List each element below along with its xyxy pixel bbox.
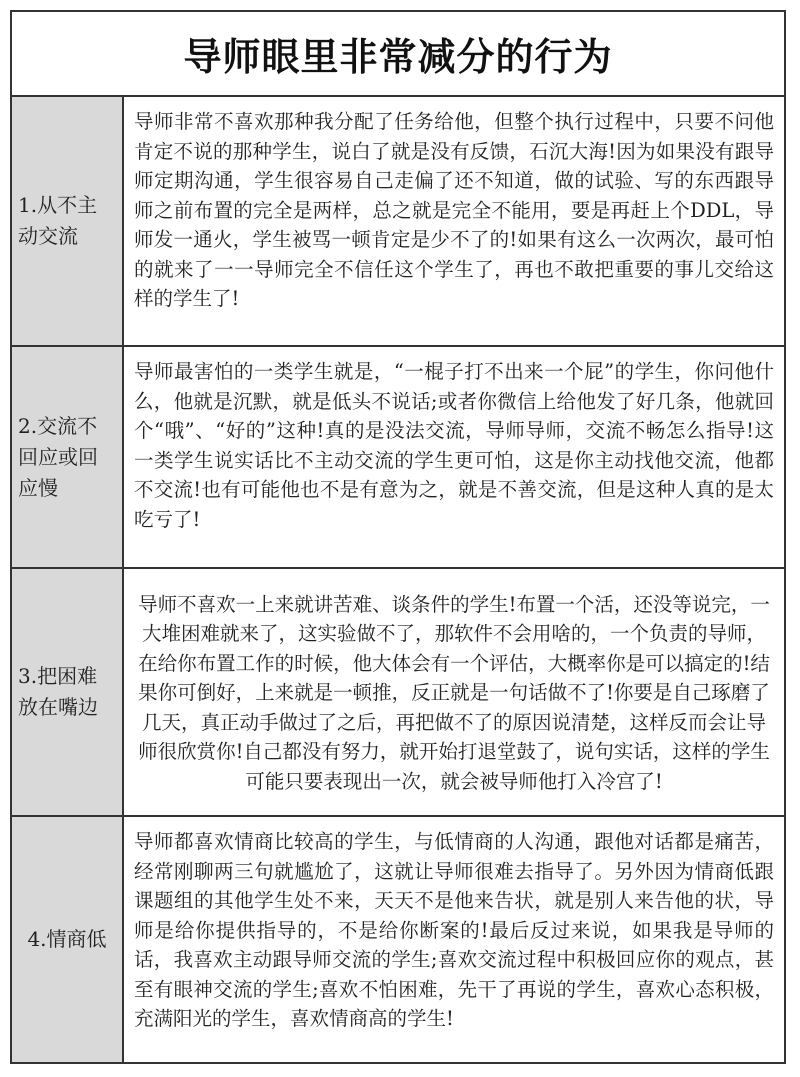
page-title: 导师眼里非常减分的行为 [12,12,784,97]
row-label: 1.从不主动交流 [12,97,124,345]
table-row [12,817,784,1062]
row-description: 导师都喜欢情商比较高的学生，与低情商的人沟通，跟他对话都是痛苦，经常刚聊两三句就尴尬了，这就让导师很难去指导了。另外因为情商低跟课题组的其他学生处不来，天天不是他来告状，就是别人来告他的状，导师是给你提供指导的，不是给你断案的!最后反过来说，如果我是导师的话，我喜欢主动跟导师交流的学生;喜欢交流过程中积极回应你的观点，甚至有眼神交流的学生;喜欢不怕困难，先干了再说的学生，喜欢心态积极，充满阳光的学生，喜欢情商高的学生! [134,830,774,1030]
row-description: 导师最害怕的一类学生就是，“一棍子打不出来一个屁”的学生，你问他什么，他就是沉默，就是低头不说话;或者你微信上给他发了好几条，他就回个“哦”、“好的”这种!真的是没法交流，导师导师，交流不畅怎么指导!这一类学生说实话比不主动交流的学生更可怕，这是你主动找他交流，他都不交流!也有可能他也不是有意为之，就是不善交流，但是这种人真的是太吃亏了! [134,360,774,531]
row-description: 导师非常不喜欢那种我分配了任务给他，但整个执行过程中，只要不问他肯定不说的那种学生，说白了就是没有反馈，石沉大海!因为如果没有跟导师定期沟通，学生很容易自己走偏了还不知道，做的试验、写的东西跟导师之前布置的完全是两样，总之就是完全不能用，要是再赶上个DDL，导师发一通火，学生被骂一顿肯定是少不了的!如果有这么一次两次，最可怕的就来了一一导师完全不信任这个学生了，再也不敢把重要的事儿交给这样的学生了! [134,110,774,310]
table-row [12,97,784,347]
row-label: 3.把困难放在嘴边 [12,569,124,815]
row-label: 4.情商低 [12,817,124,1062]
row-description-cell [124,569,784,815]
table-row [12,347,784,569]
behavior-table [10,10,786,1064]
row-label: 2.交流不回应或回应慢 [12,347,124,567]
table-row [12,569,784,817]
row-description: 导师不喜欢一上来就讲苦难、谈条件的学生!布置一个活，还没等说完，一大堆困难就来了，这实验做不了，那软件不会用啥的，一个负责的导师，在给你布置工作的时候，他大体会有一个评估，大概率你是可以搞定的!结果你可倒好，上来就是一顿推，反正就是一句话做不了!你要是自己琢磨了几天，真正动手做过了之后，再把做不了的原因说清楚，这样反而会让导师很欣赏你!自己都没有努力，就开始打退堂鼓了，说句实话，这样的学生可能只要表现出一次，就会被导师他打入冷宫了! [138,592,770,793]
